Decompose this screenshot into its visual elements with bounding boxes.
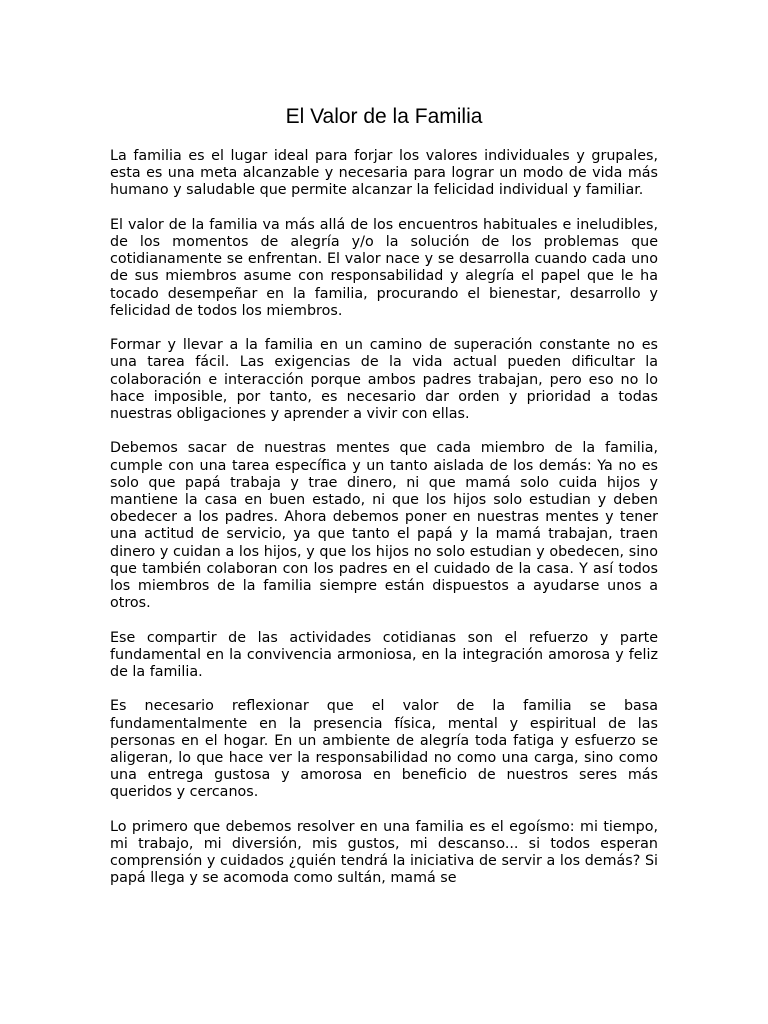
paragraph-4: Debemos sacar de nuestras mentes que cada miembro de la familia, cumple con una tarea específica y un tanto aislada de los demás: Ya no es solo que papá trabaja y trae dinero, ni que mamá solo cuida hijos y mantiene la casa en buen estado, ni que los hijos solo estudian y deben obedecer a los padres. Ahora debemos poner en nuestras mentes y tener una actitud de servicio, ya que tanto el papá y la mamá trabajan, traen dinero y cuidan a los hijos, y que los hijos no solo estudian y obedecen, sino que también colaboran con los padres en el cuidado de la casa. Y así todos los miembros de la familia siempre están dispuestos a ayudarse unos a otros.	[110, 440, 658, 612]
document-body	[110, 148, 658, 905]
paragraph-6: Es necesario reflexionar que el valor de la familia se basa fundamentalmente en la presencia física, mental y espiritual de las personas en el hogar. En un ambiente de alegría toda fatiga y esfuerzo se aligeran, lo que hace ver la responsabilidad no como una carga, sino como una entrega gustosa y amorosa en beneficio de nuestros seres más queridos y cercanos.	[110, 698, 658, 801]
paragraph-1: La familia es el lugar ideal para forjar los valores individuales y grupales, esta es una meta alcanzable y necesaria para lograr un modo de vida más humano y saludable que permite alcanzar la felicidad individual y familiar.	[110, 148, 658, 199]
paragraph-2: El valor de la familia va más allá de los encuentros habituales e ineludibles, de los momentos de alegría y/o la solución de los problemas que cotidianamente se enfrentan. El valor nace y se desarrolla cuando cada uno de sus miembros asume con responsabilidad y alegría el papel que le ha tocado desempeñar en la familia, procurando el bienestar, desarrollo y felicidad de todos los miembros.	[110, 216, 658, 319]
paragraph-7: Lo primero que debemos resolver en una familia es el egoísmo: mi tiempo, mi trabajo, mi diversión, mis gustos, mi descanso... si todos esperan comprensión y cuidados ¿quién tendrá la iniciativa de servir a los demás? Si papá llega y se acomoda como sultán, mamá se	[110, 818, 658, 887]
page-title: El Valor de la Familia	[285, 105, 483, 128]
paragraph-5: Ese compartir de las actividades cotidianas son el refuerzo y parte fundamental en la convivencia armoniosa, en la integración amorosa y feliz de la familia.	[110, 629, 658, 681]
paragraph-3: Formar y llevar a la familia en un camino de superación constante no es una tarea fácil. Las exigencias de la vida actual pueden dificultar la colaboración e interacción porque ambos padres trabajan, pero eso no lo hace imposible, por tanto, es necesario dar orden y prioridad a todas nuestras obligaciones y aprender a vivir con ellas.	[110, 337, 658, 423]
